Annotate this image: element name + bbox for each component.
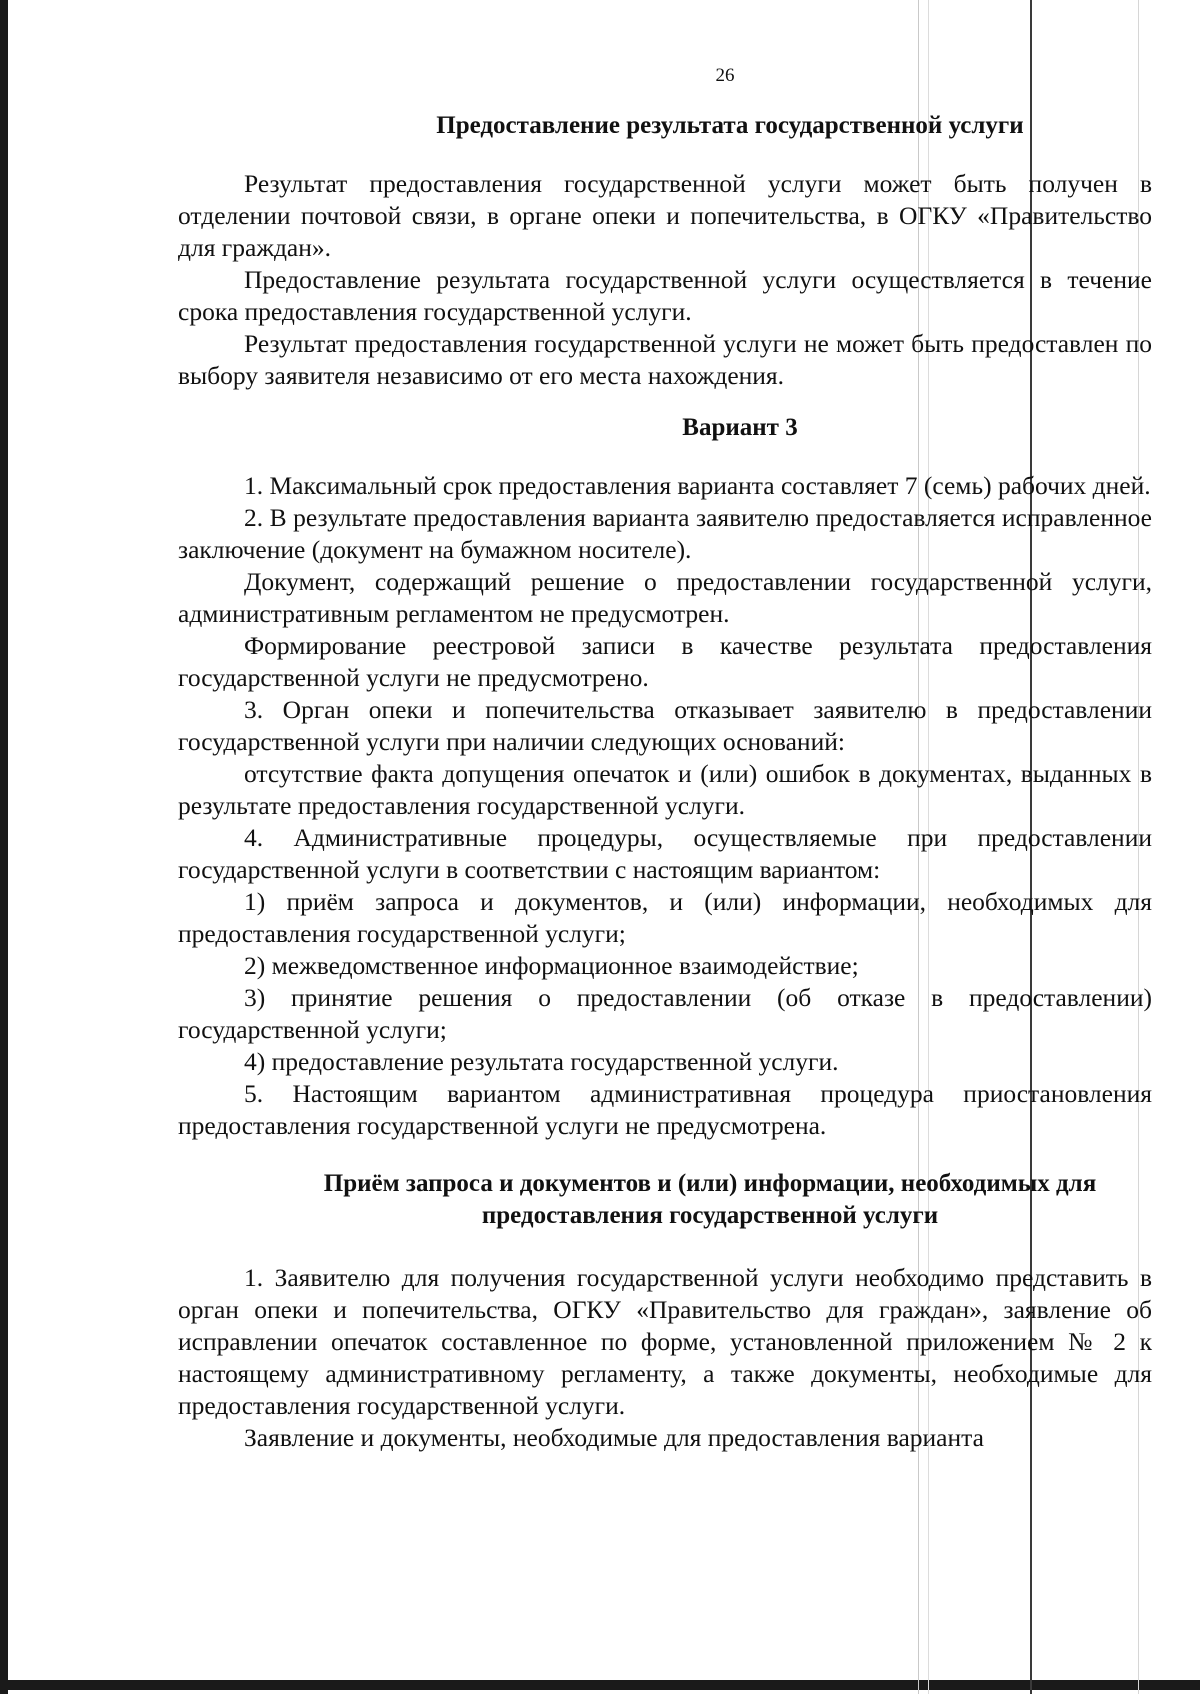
paragraph: Заявление и документы, необходимые для предоставления варианта xyxy=(244,1423,984,1452)
scan-left-edge xyxy=(0,0,8,1694)
paragraph: 2. В результате предоставления варианта заявителю предоставляется исправленное заключение (документ на бумажном носителе). xyxy=(178,503,1152,564)
paragraph: Документ, содержащий решение о предоставлении государственной услуги, административным регламентом не предусмотрен. xyxy=(178,567,1152,628)
paragraph: Результат предоставления государственной услуги может быть получен в отделении почтовой связи, в органе опеки и попечительства, в ОГКУ «Правительство для граждан». xyxy=(178,169,1152,262)
paragraph: 3. Орган опеки и попечительства отказывает заявителю в предоставлении государственной услуги при наличии следующих оснований: xyxy=(178,695,1152,756)
page-number: 26 xyxy=(715,65,735,86)
paragraph: Предоставление результата государственной услуги осуществляется в течение срока предоставления государственной услуги. xyxy=(178,265,1152,326)
paragraph: 4. Административные процедуры, осуществляемые при предоставлении государственной услуги в соответствии с настоящим вариантом: xyxy=(178,823,1152,884)
document-content xyxy=(178,60,1152,1454)
paragraph: Формирование реестровой записи в качестве результата предоставления государственной услуги не предусмотрено. xyxy=(178,631,1152,692)
list-item: 3) принятие решения о предоставлении (об отказе в предоставлении) государственной услуги; xyxy=(178,983,1152,1044)
paragraph: 1. Заявителю для получения государственной услуги необходимо представить в орган опеки и попечительства, ОГКУ «Правительство для граждан», заявление об исправлении опечаток составленное по форме, установленной приложением № 2 к настоящему административному регламенту, а также документы, необходимые для предоставления государственной услуги. xyxy=(178,1263,1152,1420)
list-item: 4) предоставление результата государственной услуги. xyxy=(244,1047,839,1076)
section-heading-reception: Приём запроса и документов и (или) информации, необходимых для предоставления государственной услуги xyxy=(323,1170,1097,1229)
scan-bottom-edge xyxy=(0,1680,1200,1690)
paragraph: Результат предоставления государственной услуги не может быть предоставлен по выбору заявителя независимо от его места нахождения. xyxy=(178,329,1152,390)
list-item: 1) приём запроса и документов, и (или) информации, необходимых для предоставления государственной услуги; xyxy=(178,887,1152,948)
section-heading-variant: Вариант 3 xyxy=(682,414,798,441)
section-heading-result: Предоставление результата государственной услуги xyxy=(436,112,1024,139)
paragraph: отсутствие факта допущения опечаток и (или) ошибок в документах, выданных в результате предоставления государственной услуги. xyxy=(178,759,1152,820)
paragraph: 1. Максимальный срок предоставления варианта составляет 7 (семь) рабочих дней. xyxy=(244,471,1151,500)
list-item: 2) межведомственное информационное взаимодействие; xyxy=(244,951,859,980)
paragraph: 5. Настоящим вариантом административная процедура приостановления предоставления государственной услуги не предусмотрена. xyxy=(178,1079,1152,1140)
